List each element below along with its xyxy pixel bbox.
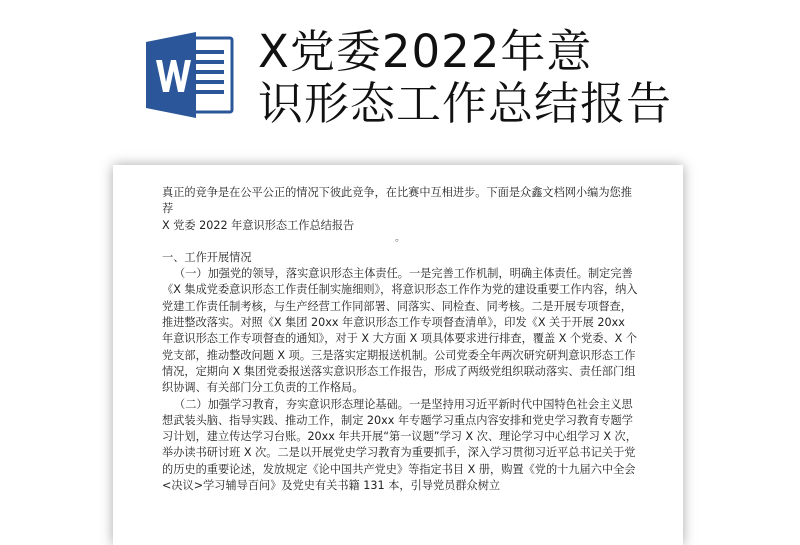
paragraph-2: （二）加强学习教育，夯实意识形态理论基础。一是坚持用习近平新时代中国特色社会主义思想武装头脑、指导实践、推动工作，制定 20xx 年专题学习重点内容安排和党史学习教育专题学习计划，建立传达学习台账。20xx 年共开展“第一议题”学习 X 次、理论学习中心组学习 X 次，举办读书研讨班 X 次。二是以开展党史学习教育为重要抓手，深入学习贯彻习近平总书记关于党的历史的重要论述，发放规定《论中国共产党史》等指定书目 X 册，购置《党的十九届六中全会<决议>学习辅导百问》及党史有关书籍 131 本，引导党员群众树立 bbox=[162, 397, 637, 493]
document-subtitle: X 党委 2022 年意识形态工作总结报告 bbox=[162, 218, 355, 232]
document-page bbox=[113, 165, 683, 545]
section-heading: 一、工作开展情况 bbox=[162, 250, 252, 264]
page-title bbox=[258, 26, 778, 130]
word-icon bbox=[144, 30, 236, 120]
paragraph-1: （一）加强党的领导，落实意识形态主体责任。一是完善工作机制，明确主体责任。制定完善《X 集成党委意识形态工作责任制实施细则》，将意识形态工作作为党的建设重要工作内容，纳入党建工作责任制考核，与生产经营工作同部署、同落实、同检查、同考核。二是开展专项督查，推进整改落实。对照《X 集团 20xx 年意识形态工作专项督查清单》，印发《X 关于开展 20xx 年意识形态工作专项督查的通知》，对于 X 大方面 X 项具体要求进行排查，覆盖 X 个党委、X 个党支部，推动整改问题 X 项。三是落实定期报送机制。公司党委全年两次研究研判意识形态工作情况，定期向 X 集团党委报送落实意识形态工作报告，形成了两级党组织联动落实、责任部门组织协调、有关部门分工负责的工作格局。 bbox=[162, 267, 638, 395]
center-marker: 。 bbox=[395, 232, 405, 244]
intro-text: 真正的竞争是在公平公正的情况下彼此竞争，在比赛中互相进步。下面是众鑫文档网小编为您推荐 bbox=[162, 186, 632, 216]
document-body bbox=[162, 185, 638, 494]
title-line-1: X党委2022年意 bbox=[258, 25, 593, 78]
title-line-2: 识形态工作总结报告 bbox=[258, 77, 673, 130]
